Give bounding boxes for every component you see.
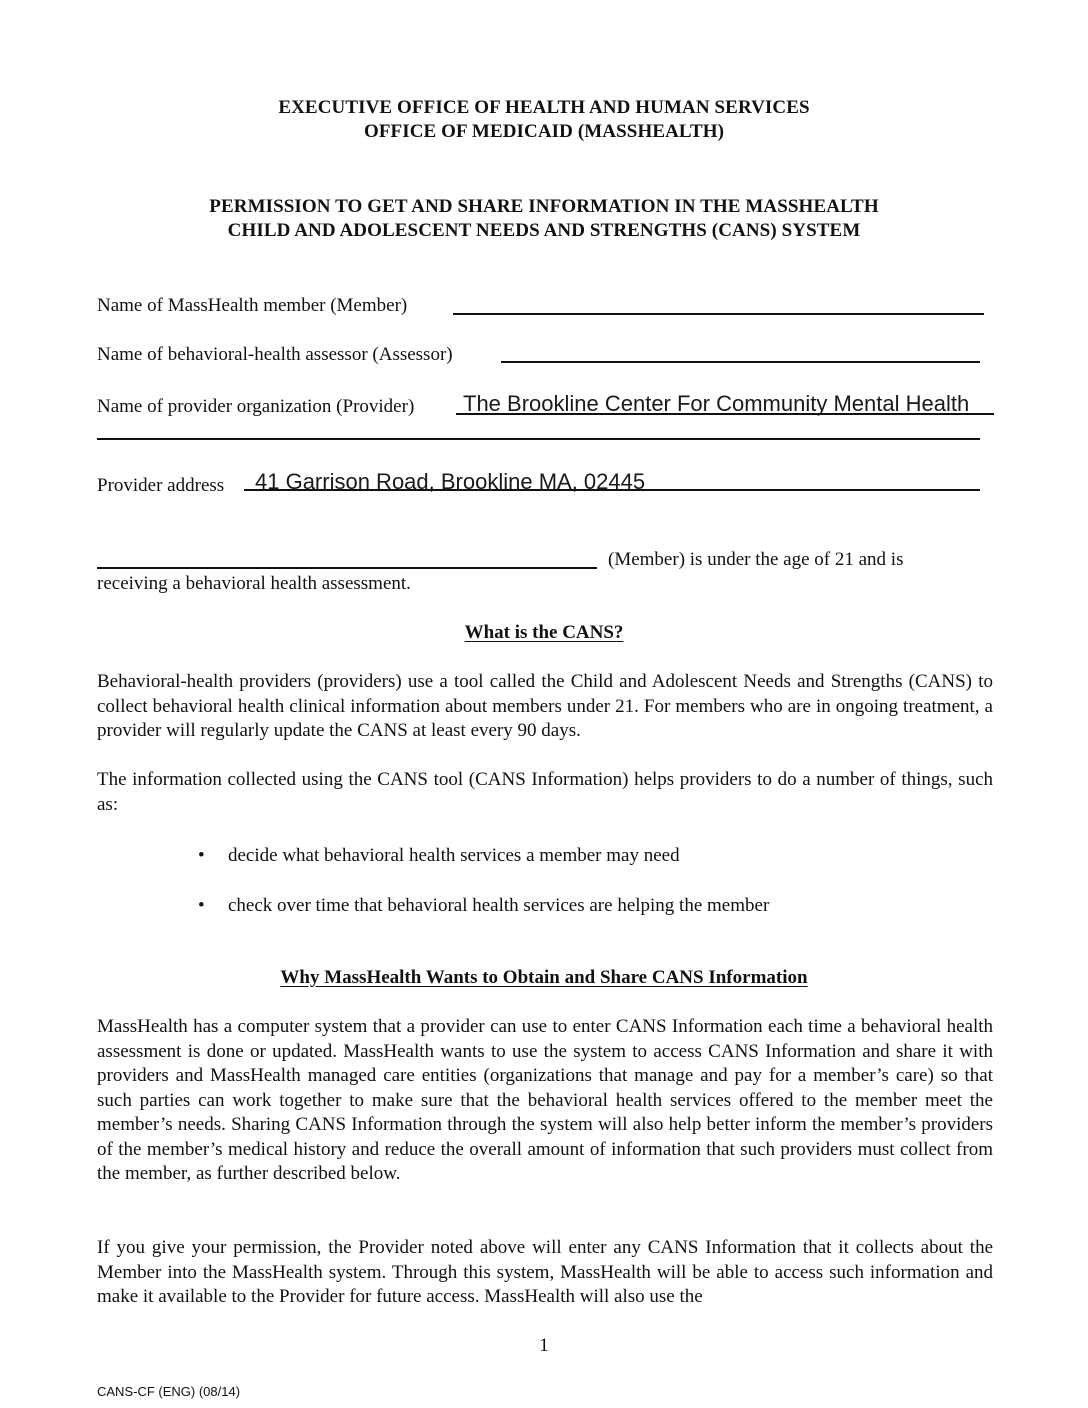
member-name-label: Name of MassHealth member (Member) bbox=[97, 295, 408, 316]
member-statement-name-line[interactable] bbox=[97, 567, 597, 569]
member-statement-text: (Member) is under the age of 21 and is bbox=[608, 549, 904, 570]
agency-name: EXECUTIVE OFFICE OF HEALTH AND HUMAN SERVICES bbox=[278, 97, 810, 118]
form-title-line1: PERMISSION TO GET AND SHARE INFORMATION IN THE MASSHEALTH bbox=[209, 196, 879, 217]
provider-name-continuation-line bbox=[97, 438, 980, 440]
provider-name-field[interactable]: The Brookline Center For Community Mental Health bbox=[463, 391, 970, 416]
paragraph-cans-tool: Behavioral-health providers (providers) use a tool called the Child and Adolescent Needs and Strengths (CANS) to collect behavioral health clinical information about members under 21. For members who are in ongoing treatment, a provider will regularly update the CANS at least every 90 days. bbox=[97, 671, 993, 741]
page-number: 1 bbox=[539, 1335, 549, 1356]
member-statement-text-cont: receiving a behavioral health assessment. bbox=[97, 573, 411, 594]
provider-name-label: Name of provider organization (Provider) bbox=[97, 396, 415, 417]
section-heading-what-is-cans: What is the CANS? bbox=[464, 622, 624, 643]
provider-address-label: Provider address bbox=[97, 475, 225, 496]
bullet-icon: • bbox=[198, 895, 205, 916]
section-heading-why-masshealth: Why MassHealth Wants to Obtain and Share CANS Information bbox=[280, 967, 808, 988]
paragraph-permission: If you give your permission, the Provider noted above will enter any CANS Information that it collects about the Member into the MassHealth system. Through this system, MassHealth will be able to access such information and make it available to the Provider for future access. MassHealth will also use the bbox=[97, 1237, 993, 1307]
form-title bbox=[0, 195, 1088, 243]
document-page: EXECUTIVE OFFICE OF HEALTH AND HUMAN SERVICES OFFICE OF MEDICAID (MASSHEALTH) PERMISSION TO GET AND SHARE INFORMATION IN THE MASSHEALTH CHILD AND ADOLESCENT NEEDS AND STRENGTHS (CANS) SYSTEM Name of MassHealth member (Member) Name of behavioral-health assessor (Assessor) Name of provider organization (Provider) The Brookline Center For Community Mental Health Provider address 41 Garrison Road, Brookline MA, 02445 (Member) is under the age of 21 and is receiving a behavioral health assessment. What is the CANS? Behavioral-health providers (providers) use a tool called the Child and Adolescent Needs and Strengths (CANS) to collect behavioral health clinical information about members under 21. For members who are in ongoing treatment, a provider will regularly update the CANS at least every 90 days. The information collected using the CANS tool (CANS Information) helps providers to do a number of things, such as: • decide what behavioral health services a member may need • check over time that behavioral health services are helping the member Why MassHealth Wants to Obtain and Share CANS Information MassHealth has a computer system that a provider can use to enter CANS Information each time a behavioral health assessment is done or updated. MassHealth wants to use the system to access CANS Information and share it with providers and MassHealth managed care entities (organizations that manage and pay for a member’s care) so that such parties can work together to make sure that the behavioral health services offered to the member meet the member’s needs. Sharing CANS Information through the system will also help better inform the member’s providers of the member’s medical history and reduce the overall amount of information that such providers must collect from the member, as further described below. If you give your permission, the Provider noted above will enter any CANS Information that it collects about the Member into the MassHealth system. Through this system, MassHealth will be able to access such information and make it available to the Provider for future access. MassHealth will also use the 1 CANS-CF (ENG) (08/14) bbox=[0, 0, 1088, 1408]
form-title-line2: CHILD AND ADOLESCENT NEEDS AND STRENGTHS (CANS) SYSTEM bbox=[227, 220, 861, 241]
assessor-name-label: Name of behavioral-health assessor (Assessor) bbox=[97, 344, 453, 365]
paragraph-masshealth-system: MassHealth has a computer system that a provider can use to enter CANS Information each time a behavioral health assessment is done or updated. MassHealth wants to use the system to access CANS Information and share it with providers and MassHealth managed care entities (organizations that manage and pay for a member’s care) so that such parties can work together to make sure that the behavioral health services offered to the member meet the member’s needs. Sharing CANS Information through the system will also help better inform the member’s providers of the member’s medical history and reduce the overall amount of information that such providers must collect from the member, as further described below. bbox=[97, 1016, 993, 1184]
form-code: CANS-CF (ENG) (08/14) bbox=[97, 1384, 241, 1399]
assessor-name-line bbox=[501, 361, 980, 363]
office-name: OFFICE OF MEDICAID (MASSHEALTH) bbox=[363, 121, 725, 142]
member-name-line bbox=[453, 313, 984, 315]
provider-address-line bbox=[244, 489, 980, 491]
agency-header bbox=[0, 96, 1088, 144]
provider-name-line bbox=[456, 413, 994, 415]
paragraph-cans-information: The information collected using the CANS tool (CANS Information) helps providers to do a number of things, such as: bbox=[97, 769, 993, 815]
provider-address-field[interactable]: 41 Garrison Road, Brookline MA, 02445 bbox=[255, 469, 646, 494]
bullet-icon: • bbox=[198, 845, 205, 866]
